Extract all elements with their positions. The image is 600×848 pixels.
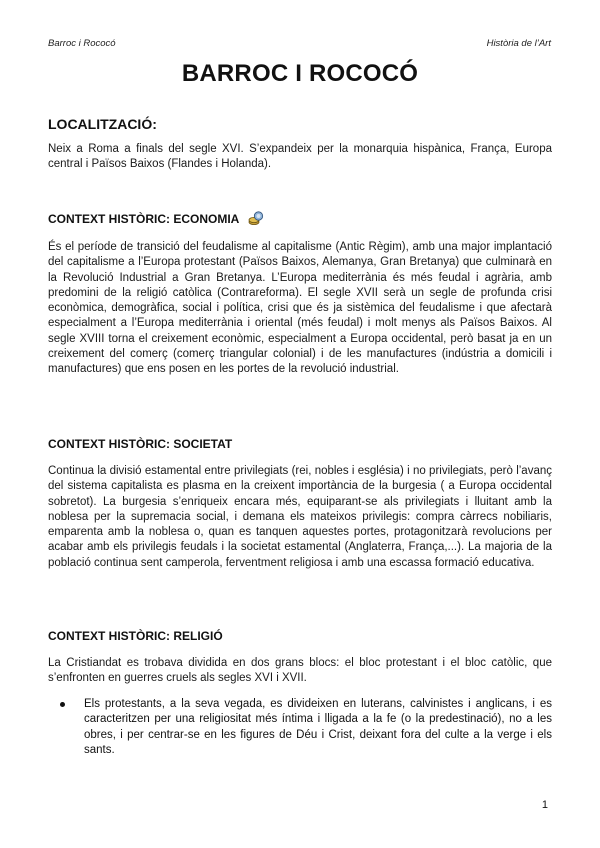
- heading-economia-row: [48, 210, 265, 228]
- header-left: Barroc i Rococó: [48, 38, 116, 49]
- bullet-icon: [60, 702, 65, 707]
- list-item: [60, 697, 552, 758]
- paragraph-societat: Continua la divisió estamental entre privilegiats (rei, nobles i església) i no privilegiats, però l’avanç del sistema capitalista es plasma en la creixent importància de la burgesia ( a Europa occidental sobretot). La burgesia s’enriqueix encara més, equiparant-se als privilegiats i lluitant amb la noblesa per la supremacia social, i demana els mateixos privilegis: compra càrrecs nobiliaris, emparenta amb la noblesa o, quan es tanquen aquestes portes, protagonitzarà revolucions per acabar amb els privilegis feudals i la societat estamental (Anglaterra, França,...). La majoria de la població continua sent camperola, ferventment religiosa i amb una escassa formació educativa.: [48, 465, 552, 569]
- paragraph-religio: La Cristiandat es trobava dividida en dos grans blocs: el bloc protestant i el bloc catòlic, que s’enfronten en guerres cruels als segles XVI i XVII.: [48, 657, 552, 685]
- page-number: 1: [541, 799, 548, 811]
- heading-economia: CONTEXT HISTÒRIC: ECONOMIA: [48, 212, 240, 226]
- coins-icon: [247, 210, 265, 228]
- heading-societat: CONTEXT HISTÒRIC: SOCIETAT: [48, 437, 233, 451]
- header-right: Història de l’Art: [486, 38, 551, 49]
- heading-localitzacio: LOCALITZACIÓ:: [48, 116, 157, 132]
- page-title: BARROC I ROCOCÓ: [181, 60, 419, 87]
- paragraph-economia: És el període de transició del feudalisme al capitalisme (Antic Règim), amb una major implantació del capitalisme a l’Europa protestant (Països Baixos, Alemanya, Gran Bretanya) que culminarà en la Revolució Industrial a Gran Bretanya. L’Europa mediterrània és més feudal i agrària, amb predomini de la religió catòlica (Contrareforma). El segle XVII serà un segle de profunda crisi econòmica, demogràfica, social i política, crisi que és ja sistèmica del feudalisme i que afectarà especialment a l’Europa mediterrània i oriental (més feudal) i molt menys als Països Baixos. Al segle XVIII torna el creixement econòmic, especialment a Europa occidental, però basat ja en un creixement del comerç (comerç triangular colonial) i de les manufactures (indústria a domicili i manufactures) que ens posen en les portes de la revolució industrial.: [48, 241, 552, 376]
- list-item-text: Els protestants, a la seva vegada, es divideixen en luterans, calvinistes i anglicans, i es caracteritzen per una religiositat més íntima i lligada a la fe (o la predestinació), no a les obres, i per centrar-se en les figures de Déu i Crist, deixant fora del culte a la verge i els sants.: [84, 698, 552, 756]
- paragraph-localitzacio: Neix a Roma a finals del segle XVI. S’expandeix per la monarquia hispànica, França, Europa central i Països Baixos (Flandes i Holanda).: [48, 143, 552, 171]
- heading-religio: CONTEXT HISTÒRIC: RELIGIÓ: [48, 629, 223, 643]
